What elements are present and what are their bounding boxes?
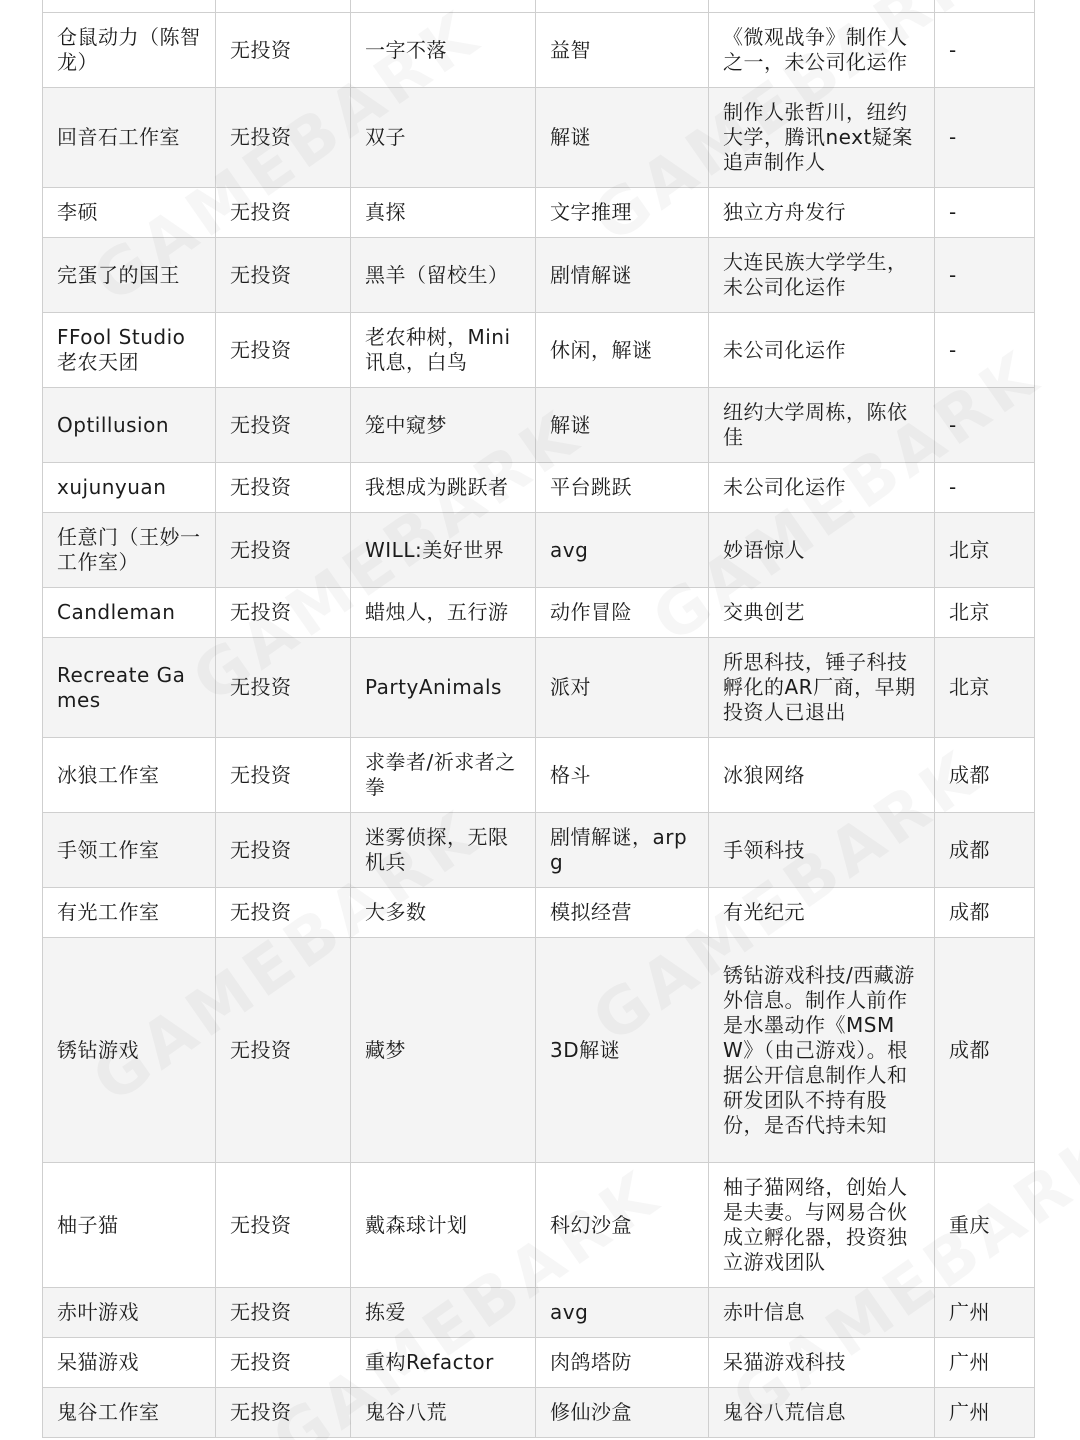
table-cell-city: 重庆	[935, 1163, 1035, 1288]
table-cell-studio: 赤叶游戏	[43, 1288, 216, 1338]
table-cell-empty	[351, 0, 536, 13]
table-cell-genre: 派对	[536, 638, 709, 738]
table-cell-city: -	[935, 238, 1035, 313]
table-row	[43, 638, 1035, 738]
table-cell-product: 我想成为跳跃者	[351, 463, 536, 513]
table-cell-product: 蜡烛人，五行游	[351, 588, 536, 638]
table-cell-city: -	[935, 388, 1035, 463]
table-row	[43, 588, 1035, 638]
table-cell-notes: 独立方舟发行	[709, 188, 935, 238]
table-cell-studio: 柚子猫	[43, 1163, 216, 1288]
table-cell-city: -	[935, 313, 1035, 388]
table-row	[43, 388, 1035, 463]
table-cell-notes: 鬼谷八荒信息	[709, 1388, 935, 1438]
table-cell-investment: 无投资	[216, 13, 351, 88]
table-cell-empty	[935, 0, 1035, 13]
table-cell-studio: xujunyuan	[43, 463, 216, 513]
table-cell-notes: 纽约大学周栋，陈依佳	[709, 388, 935, 463]
table-cell-product: 双子	[351, 88, 536, 188]
table-row-top-cutoff	[43, 0, 1035, 13]
table-cell-investment: 无投资	[216, 188, 351, 238]
table-row	[43, 238, 1035, 313]
table-cell-product: 一字不落	[351, 13, 536, 88]
table-cell-city: -	[935, 463, 1035, 513]
table-cell-investment: 无投资	[216, 88, 351, 188]
table-cell-empty	[536, 0, 709, 13]
table-cell-studio: 锈钻游戏	[43, 938, 216, 1163]
table-cell-genre: avg	[536, 513, 709, 588]
table-cell-genre: 解谜	[536, 88, 709, 188]
table-cell-studio: 呆猫游戏	[43, 1338, 216, 1388]
table-cell-genre: 解谜	[536, 388, 709, 463]
table-cell-empty	[216, 0, 351, 13]
table-cell-investment: 无投资	[216, 388, 351, 463]
table-cell-studio: 任意门（王妙一工作室）	[43, 513, 216, 588]
table-cell-product: 笼中窥梦	[351, 388, 536, 463]
table-cell-product: 真探	[351, 188, 536, 238]
table-cell-city: 北京	[935, 513, 1035, 588]
table-row	[43, 13, 1035, 88]
table-row	[43, 88, 1035, 188]
table-row	[43, 813, 1035, 888]
table-cell-empty	[709, 0, 935, 13]
table-cell-product: 黑羊（留校生）	[351, 238, 536, 313]
table-cell-genre: 剧情解谜，arpg	[536, 813, 709, 888]
table-cell-city: 广州	[935, 1338, 1035, 1388]
table-cell-investment: 无投资	[216, 313, 351, 388]
table-cell-studio: 有光工作室	[43, 888, 216, 938]
table-cell-product: PartyAnimals	[351, 638, 536, 738]
table-row	[43, 313, 1035, 388]
table-cell-studio: Candleman	[43, 588, 216, 638]
table-cell-genre: avg	[536, 1288, 709, 1338]
table-cell-studio: 回音石工作室	[43, 88, 216, 188]
table-row	[43, 513, 1035, 588]
table-cell-genre: 益智	[536, 13, 709, 88]
table-cell-investment: 无投资	[216, 588, 351, 638]
table-cell-empty	[43, 0, 216, 13]
table-cell-notes: 冰狼网络	[709, 738, 935, 813]
table-cell-product: 鬼谷八荒	[351, 1388, 536, 1438]
table-cell-studio: 鬼谷工作室	[43, 1388, 216, 1438]
table-cell-investment: 无投资	[216, 1388, 351, 1438]
table-cell-city: 广州	[935, 1388, 1035, 1438]
table-cell-investment: 无投资	[216, 1163, 351, 1288]
table-cell-genre: 修仙沙盒	[536, 1388, 709, 1438]
table-cell-city: 北京	[935, 638, 1035, 738]
table-cell-investment: 无投资	[216, 1288, 351, 1338]
table-cell-studio: Optillusion	[43, 388, 216, 463]
table-cell-product: 拣爱	[351, 1288, 536, 1338]
table-cell-product: 大多数	[351, 888, 536, 938]
table-cell-notes: 手领科技	[709, 813, 935, 888]
table-cell-product: 重构Refactor	[351, 1338, 536, 1388]
table-row	[43, 1163, 1035, 1288]
table-cell-product: 老农种树，Mini讯息，白鸟	[351, 313, 536, 388]
table-cell-product: 戴森球计划	[351, 1163, 536, 1288]
table-cell-product: WILL:美好世界	[351, 513, 536, 588]
table-cell-genre: 3D解谜	[536, 938, 709, 1163]
table-body	[43, 0, 1035, 1438]
table-cell-investment: 无投资	[216, 813, 351, 888]
table-cell-studio: 完蛋了的国王	[43, 238, 216, 313]
table-cell-studio: FFool Studio老农天团	[43, 313, 216, 388]
table-cell-notes: 有光纪元	[709, 888, 935, 938]
table-cell-genre: 文字推理	[536, 188, 709, 238]
table-row	[43, 738, 1035, 813]
table-cell-investment: 无投资	[216, 888, 351, 938]
table-row	[43, 888, 1035, 938]
table-cell-notes: 大连民族大学学生，未公司化运作	[709, 238, 935, 313]
table-cell-investment: 无投资	[216, 463, 351, 513]
table-cell-investment: 无投资	[216, 938, 351, 1163]
table-cell-investment: 无投资	[216, 638, 351, 738]
table-cell-genre: 肉鸽塔防	[536, 1338, 709, 1388]
table-cell-studio: 仓鼠动力（陈智龙）	[43, 13, 216, 88]
table-row	[43, 1388, 1035, 1438]
table-cell-genre: 动作冒险	[536, 588, 709, 638]
table-row	[43, 188, 1035, 238]
table-row	[43, 463, 1035, 513]
table-cell-notes: 交典创艺	[709, 588, 935, 638]
table-cell-investment: 无投资	[216, 1338, 351, 1388]
table-cell-notes: 未公司化运作	[709, 313, 935, 388]
table-row	[43, 1288, 1035, 1338]
table-cell-product: 求拳者/祈求者之拳	[351, 738, 536, 813]
table-cell-notes: 所思科技，锤子科技孵化的AR厂商，早期投资人已退出	[709, 638, 935, 738]
studio-investment-table	[42, 0, 1034, 1438]
table-row	[43, 1338, 1035, 1388]
table-cell-product: 迷雾侦探，无限机兵	[351, 813, 536, 888]
table-cell-city: -	[935, 188, 1035, 238]
table-cell-city: 成都	[935, 938, 1035, 1163]
table-cell-studio: 冰狼工作室	[43, 738, 216, 813]
table-cell-product: 藏梦	[351, 938, 536, 1163]
table-cell-notes: 妙语惊人	[709, 513, 935, 588]
table-cell-city: -	[935, 88, 1035, 188]
table-cell-notes: 制作人张哲川，纽约大学，腾讯next疑案追声制作人	[709, 88, 935, 188]
table-cell-investment: 无投资	[216, 513, 351, 588]
table-cell-city: 成都	[935, 888, 1035, 938]
table-cell-genre: 剧情解谜	[536, 238, 709, 313]
table-cell-genre: 平台跳跃	[536, 463, 709, 513]
table-cell-notes: 锈钻游戏科技/西藏游外信息。制作人前作是水墨动作《MSMW》（由己游戏）。根据公开信息制作人和研发团队不持有股份，是否代持未知	[709, 938, 935, 1163]
table-cell-genre: 休闲，解谜	[536, 313, 709, 388]
table-cell-notes: 赤叶信息	[709, 1288, 935, 1338]
table-cell-studio: Recreate Games	[43, 638, 216, 738]
table-cell-genre: 模拟经营	[536, 888, 709, 938]
table-cell-city: 广州	[935, 1288, 1035, 1338]
table-cell-notes: 《微观战争》制作人之一，未公司化运作	[709, 13, 935, 88]
table-cell-city: 成都	[935, 738, 1035, 813]
table-cell-city: 北京	[935, 588, 1035, 638]
table-cell-city: 成都	[935, 813, 1035, 888]
table-cell-notes: 未公司化运作	[709, 463, 935, 513]
table-cell-genre: 科幻沙盒	[536, 1163, 709, 1288]
table-cell-investment: 无投资	[216, 738, 351, 813]
table-cell-notes: 呆猫游戏科技	[709, 1338, 935, 1388]
table-cell-studio: 手领工作室	[43, 813, 216, 888]
data-table	[42, 0, 1035, 1438]
table-cell-studio: 李硕	[43, 188, 216, 238]
table-row	[43, 938, 1035, 1163]
table-cell-investment: 无投资	[216, 238, 351, 313]
table-cell-notes: 柚子猫网络，创始人是夫妻。与网易合伙成立孵化器，投资独立游戏团队	[709, 1163, 935, 1288]
table-cell-city: -	[935, 13, 1035, 88]
table-cell-genre: 格斗	[536, 738, 709, 813]
